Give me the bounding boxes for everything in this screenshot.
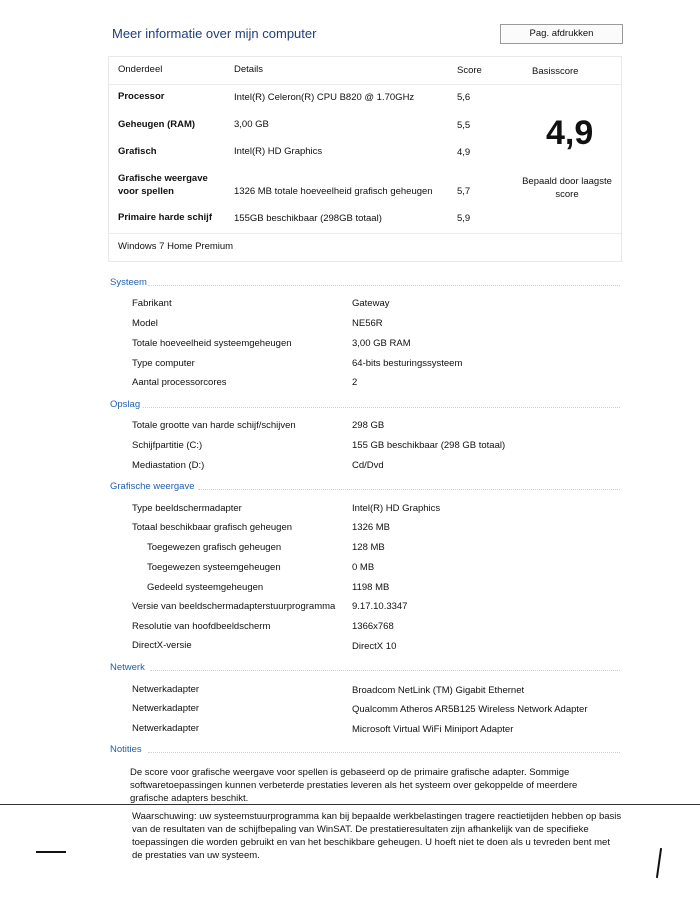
score-row-label: Processor bbox=[118, 91, 165, 102]
column-header-details: Details bbox=[234, 64, 264, 75]
info-key: Totale hoeveelheid systeemgeheugen bbox=[132, 338, 292, 349]
info-value: 0 MB bbox=[352, 562, 375, 573]
base-score-value: 4,9 bbox=[546, 114, 594, 152]
info-key: Netwerkadapter bbox=[132, 723, 200, 734]
score-row-score: 5,6 bbox=[457, 92, 471, 103]
score-row-label: Primaire harde schijf bbox=[118, 212, 212, 223]
score-row-details: 1326 MB totale hoeveelheid grafisch geheugen bbox=[234, 186, 433, 197]
section-heading-graphics: Grafische weergave bbox=[110, 481, 195, 492]
info-key: DirectX-versie bbox=[132, 640, 192, 651]
warning-text: Waarschuwing: uw systeemstuurprogramma kan bij bepaalde werkbelastingen tragere reactietijden hebben op basis van de resultaten van de schijfbepaling van WinSAT. De prestatieresultaten zijn afhankelijk van de specifieke toepassingen die worden gebruikt en van het beschikbare geheugen. U hoeft niet te doen als u tevreden bent met de prestaties van uw systeem. bbox=[132, 811, 622, 861]
print-page-button[interactable]: Pag. afdrukken bbox=[500, 24, 623, 44]
score-table bbox=[108, 56, 622, 262]
score-row-details: Intel(R) HD Graphics bbox=[234, 146, 323, 157]
info-key: Model bbox=[132, 318, 158, 329]
info-key: Type beeldschermadapter bbox=[132, 503, 242, 514]
info-value: 64-bits besturingssysteem bbox=[352, 358, 463, 369]
info-value: Microsoft Virtual WiFi Miniport Adapter bbox=[352, 724, 514, 735]
info-value: Gateway bbox=[352, 298, 390, 309]
column-header-base-score: Basisscore bbox=[532, 66, 579, 77]
info-key: Gedeeld systeemgeheugen bbox=[147, 582, 264, 593]
score-row-score: 5,5 bbox=[457, 120, 471, 131]
info-value: 128 MB bbox=[352, 542, 385, 553]
info-key: Netwerkadapter bbox=[132, 703, 200, 714]
info-key: Schijfpartitie (C:) bbox=[132, 440, 203, 451]
column-header-score: Score bbox=[457, 65, 482, 76]
info-key: Aantal processorcores bbox=[132, 377, 227, 388]
info-key: Totaal beschikbaar grafisch geheugen bbox=[132, 522, 293, 533]
info-value: 1198 MB bbox=[352, 582, 390, 593]
info-value: 298 GB bbox=[352, 420, 385, 431]
base-score-caption: Bepaald door laagste score bbox=[522, 176, 612, 200]
column-header-component: Onderdeel bbox=[118, 64, 163, 75]
info-key: Resolutie van hoofdbeeldscherm bbox=[132, 621, 271, 632]
info-key: Mediastation (D:) bbox=[132, 460, 205, 471]
info-key: Versie van beeldschermadapterstuurprogramma bbox=[132, 601, 336, 612]
info-key: Type computer bbox=[132, 358, 195, 369]
info-key: Toegewezen systeemgeheugen bbox=[147, 562, 281, 573]
section-heading-system: Systeem bbox=[110, 277, 147, 288]
info-value: 1326 MB bbox=[352, 522, 391, 533]
info-value: Broadcom NetLink (TM) Gigabit Ethernet bbox=[352, 685, 525, 696]
info-key: Totale grootte van harde schijf/schijven bbox=[132, 420, 296, 431]
info-value: DirectX 10 bbox=[352, 641, 397, 652]
windows-edition: Windows 7 Home Premium bbox=[118, 241, 234, 252]
score-row-score: 4,9 bbox=[457, 147, 471, 158]
info-value: 3,00 GB RAM bbox=[352, 338, 411, 349]
info-value: 1366x768 bbox=[352, 621, 394, 632]
section-heading-notes: Notities bbox=[110, 744, 142, 755]
score-row-details: 155GB beschikbaar (298GB totaal) bbox=[234, 213, 382, 224]
info-key: Toegewezen grafisch geheugen bbox=[147, 542, 282, 553]
score-row-label: Geheugen (RAM) bbox=[118, 119, 196, 130]
score-row-score: 5,9 bbox=[457, 213, 471, 224]
info-value: Intel(R) HD Graphics bbox=[352, 503, 441, 514]
info-key: Netwerkadapter bbox=[132, 684, 200, 695]
info-value: 2 bbox=[352, 377, 358, 388]
section-heading-storage: Opslag bbox=[110, 399, 141, 410]
score-row-details: Intel(R) Celeron(R) CPU B820 @ 1.70GHz bbox=[234, 92, 415, 103]
score-row-details: 3,00 GB bbox=[234, 119, 269, 130]
score-row-score: 5,7 bbox=[457, 186, 471, 197]
info-value: 9.17.10.3347 bbox=[352, 601, 408, 612]
info-key: Fabrikant bbox=[132, 298, 172, 309]
notes-text: De score voor grafische weergave voor spellen is gebaseerd op de primaire grafische adapter. Sommige softwaretoepassingen kunnen verbeterde prestaties leveren als het systeem over gekoppelde of meerdere grafische adapters beschikt. bbox=[130, 767, 578, 804]
section-heading-network: Netwerk bbox=[110, 662, 145, 673]
page-title: Meer informatie over mijn computer bbox=[112, 26, 317, 41]
score-row-label: Grafisch bbox=[118, 146, 157, 157]
info-value: Qualcomm Atheros AR5B125 Wireless Network Adapter bbox=[352, 704, 588, 715]
score-row-label: Grafische weergave voor spellen bbox=[118, 173, 208, 197]
info-value: NE56R bbox=[352, 318, 383, 329]
info-value: Cd/Dvd bbox=[352, 460, 384, 471]
info-value: 155 GB beschikbaar (298 GB totaal) bbox=[352, 440, 506, 451]
